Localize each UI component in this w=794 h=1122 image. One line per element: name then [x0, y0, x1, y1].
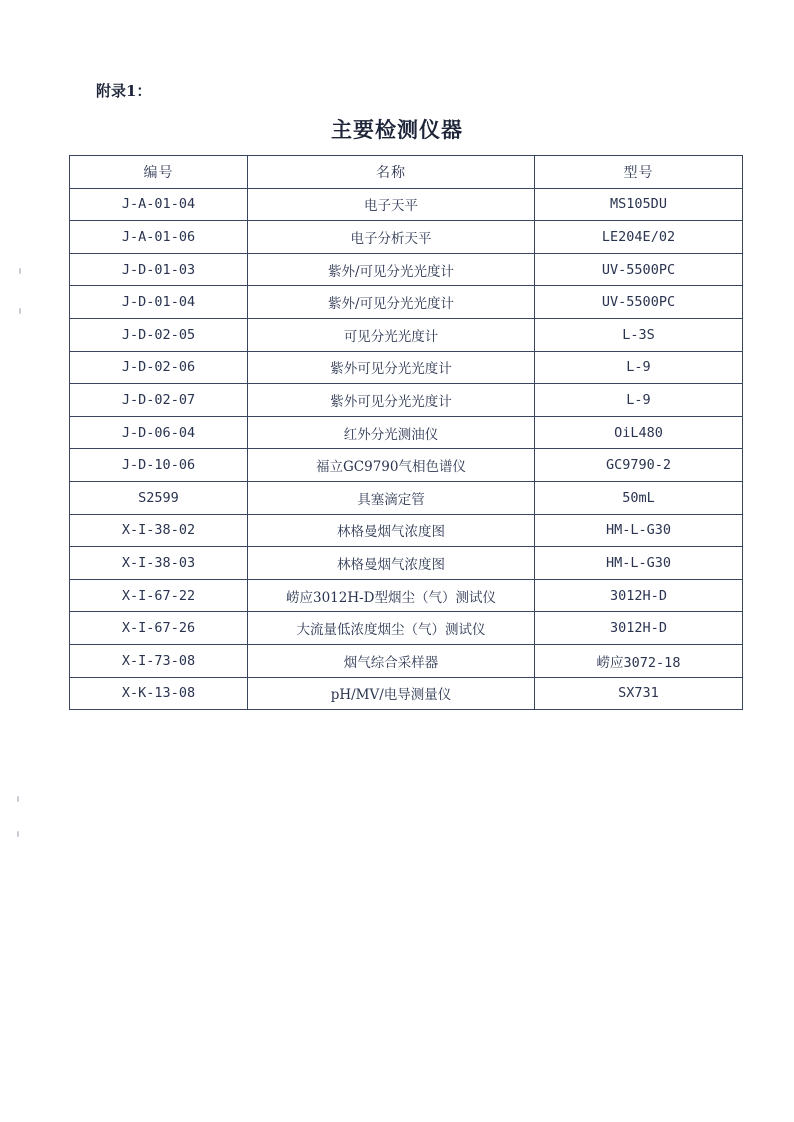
scan-mark: [17, 831, 19, 837]
header-code: 编号: [70, 156, 248, 189]
cell-code: X-I-73-08: [70, 644, 248, 677]
cell-name: 电子天平: [248, 188, 535, 221]
table-row: [70, 644, 743, 677]
cell-code: J-A-01-06: [70, 221, 248, 254]
cell-name: 紫外/可见分光光度计: [248, 253, 535, 286]
cell-code: J-A-01-04: [70, 188, 248, 221]
header-name: 名称: [248, 156, 535, 189]
table-header-row: [70, 156, 743, 189]
cell-code: J-D-06-04: [70, 416, 248, 449]
cell-name: 电子分析天平: [248, 221, 535, 254]
cell-code: J-D-10-06: [70, 449, 248, 482]
cell-model: L-9: [535, 384, 743, 417]
table-row: [70, 253, 743, 286]
table-row: [70, 416, 743, 449]
cell-code: J-D-02-05: [70, 318, 248, 351]
cell-code: X-I-67-22: [70, 579, 248, 612]
cell-code: J-D-02-07: [70, 384, 248, 417]
cell-name: 林格曼烟气浓度图: [248, 547, 535, 580]
table-row: [70, 221, 743, 254]
table-row: [70, 579, 743, 612]
cell-code: X-I-67-26: [70, 612, 248, 645]
table-row: [70, 384, 743, 417]
table-row: [70, 318, 743, 351]
cell-model: 50mL: [535, 481, 743, 514]
header-model: 型号: [535, 156, 743, 189]
table-row: [70, 351, 743, 384]
table-row: [70, 286, 743, 319]
cell-name: pH/MV/电导测量仪: [248, 677, 535, 710]
cell-model: LE204E/02: [535, 221, 743, 254]
cell-model: 崂应3072-18: [535, 644, 743, 677]
cell-name: 紫外可见分光光度计: [248, 351, 535, 384]
table-row: [70, 547, 743, 580]
cell-code: J-D-01-04: [70, 286, 248, 319]
cell-model: HM-L-G30: [535, 514, 743, 547]
table-row: [70, 481, 743, 514]
cell-model: L-3S: [535, 318, 743, 351]
table-body: [70, 188, 743, 710]
document-title: 主要检测仪器: [331, 117, 463, 142]
cell-model: L-9: [535, 351, 743, 384]
cell-code: J-D-02-06: [70, 351, 248, 384]
cell-name: 林格曼烟气浓度图: [248, 514, 535, 547]
cell-name: 烟气综合采样器: [248, 644, 535, 677]
cell-name: 紫外/可见分光光度计: [248, 286, 535, 319]
cell-name: 福立GC9790气相色谱仪: [248, 449, 535, 482]
cell-model: UV-5500PC: [535, 253, 743, 286]
cell-name: 紫外可见分光光度计: [248, 384, 535, 417]
cell-code: J-D-01-03: [70, 253, 248, 286]
cell-model: HM-L-G30: [535, 547, 743, 580]
table-row: [70, 449, 743, 482]
cell-model: 3012H-D: [535, 612, 743, 645]
scan-mark: [17, 796, 19, 802]
table-row: [70, 612, 743, 645]
table-row: [70, 677, 743, 710]
cell-name: 具塞滴定管: [248, 481, 535, 514]
appendix-label: 附录1：: [96, 82, 152, 100]
table-row: [70, 188, 743, 221]
scan-mark: [19, 268, 21, 274]
cell-name: 可见分光光度计: [248, 318, 535, 351]
cell-model: UV-5500PC: [535, 286, 743, 319]
scan-mark: [19, 308, 21, 314]
cell-model: SX731: [535, 677, 743, 710]
cell-code: S2599: [70, 481, 248, 514]
cell-name: 红外分光测油仪: [248, 416, 535, 449]
cell-code: X-I-38-03: [70, 547, 248, 580]
cell-code: X-I-38-02: [70, 514, 248, 547]
cell-name: 大流量低浓度烟尘（气）测试仪: [248, 612, 535, 645]
cell-model: OiL480: [535, 416, 743, 449]
cell-model: MS105DU: [535, 188, 743, 221]
table-row: [70, 514, 743, 547]
cell-code: X-K-13-08: [70, 677, 248, 710]
cell-model: 3012H-D: [535, 579, 743, 612]
cell-model: GC9790-2: [535, 449, 743, 482]
cell-name: 崂应3012H-D型烟尘（气）测试仪: [248, 579, 535, 612]
instrument-table: [69, 155, 743, 710]
